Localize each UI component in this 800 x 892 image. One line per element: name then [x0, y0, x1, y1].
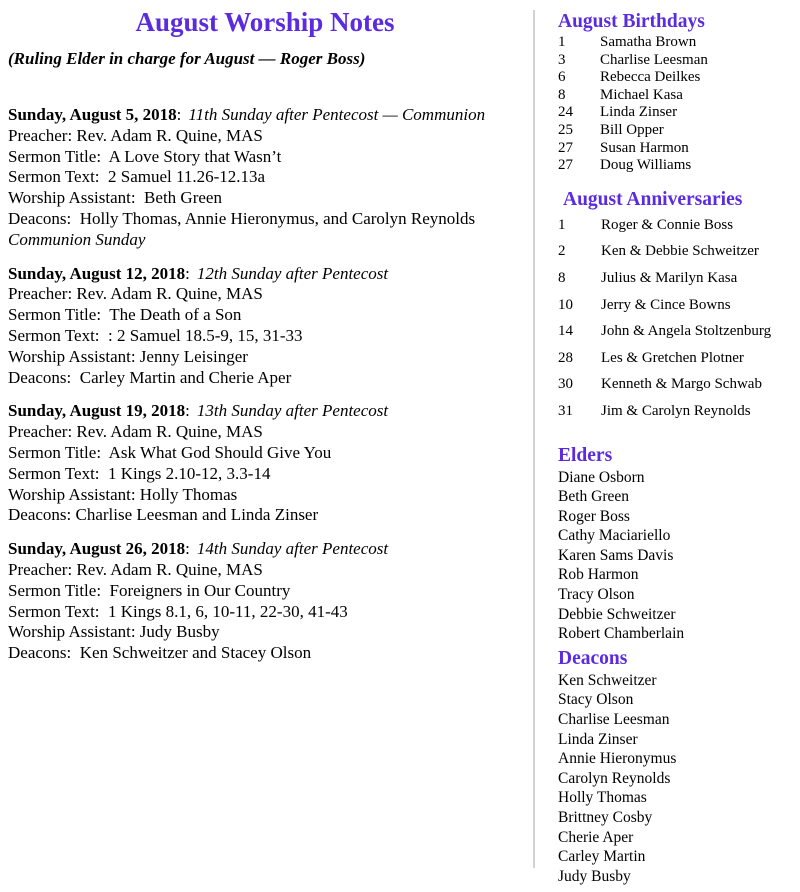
- anniversaries-section: [558, 188, 796, 425]
- anniversary-row: [558, 238, 796, 265]
- anniversary-name: Jim & Carolyn Reynolds: [601, 402, 751, 419]
- deacon-name: Carolyn Reynolds: [558, 769, 671, 787]
- anniversary-name: Les & Gretchen Plotner: [601, 349, 744, 366]
- colon: :: [185, 539, 190, 559]
- preacher-line: Preacher: Rev. Adam R. Quine, MAS: [8, 422, 263, 442]
- deacons-line: Deacons: Holly Thomas, Annie Hieronymus, and Carolyn Reynolds: [8, 208, 476, 228]
- service-date: Sunday, August 26, 2018: [8, 539, 186, 559]
- birthday-day: 24: [558, 104, 573, 121]
- anniversaries-heading: August Anniversaries: [563, 188, 743, 210]
- deacons-heading: Deacons: [558, 647, 628, 669]
- anniversary-day: 1: [558, 216, 566, 233]
- deacon-name: Cherie Aper: [558, 828, 634, 846]
- anniversary-row: [558, 212, 796, 239]
- birthdays-section: [558, 10, 796, 175]
- anniversary-day: 10: [558, 296, 573, 313]
- anniversary-name: John & Angela Stoltzenburg: [601, 323, 772, 340]
- ruling-elder-subtitle: (Ruling Elder in charge for August — Roger Boss): [8, 49, 366, 68]
- elder-name: Karen Sams Davis: [558, 546, 674, 564]
- worship-assistant-line: Worship Assistant: Jenny Leisinger: [8, 346, 248, 366]
- service-block-aug-26: [8, 539, 522, 664]
- anniversary-row: [558, 318, 796, 345]
- anniversary-day: 2: [558, 243, 566, 260]
- deacon-name: Linda Zinser: [558, 730, 638, 748]
- anniversary-name: Jerry & Cince Bowns: [601, 296, 731, 313]
- service-date-line: [8, 401, 522, 422]
- anniversary-row: [558, 345, 796, 372]
- service-occasion: 13th Sunday after Pentecost: [196, 401, 389, 421]
- birthdays-heading: August Birthdays: [558, 11, 705, 32]
- anniversary-row: [558, 398, 796, 425]
- birthday-day: 27: [558, 139, 573, 156]
- elder-name: Rob Harmon: [558, 566, 639, 584]
- service-block-aug-5: [8, 105, 522, 251]
- birthday-row: [558, 140, 796, 158]
- sermon-text-line: Sermon Text: 1 Kings 2.10-12, 3.3-14: [8, 463, 271, 483]
- worship-assistant-line: Worship Assistant: Beth Green: [8, 188, 222, 208]
- elders-section: [558, 444, 796, 644]
- sermon-title-line: Sermon Title: Foreigners in Our Country: [8, 580, 291, 600]
- elder-name: Robert Chamberlain: [558, 625, 685, 643]
- service-date: Sunday, August 19, 2018: [8, 401, 186, 421]
- birthday-row: [558, 104, 796, 122]
- deacon-name: Stacy Olson: [558, 691, 634, 709]
- service-occasion: 11th Sunday after Pentecost — Communion: [188, 105, 486, 124]
- anniversary-day: 30: [558, 376, 573, 393]
- sermon-title-line: Sermon Title: The Death of a Son: [8, 305, 242, 325]
- anniversary-row: [558, 371, 796, 398]
- service-date-line: [8, 264, 522, 285]
- deacon-name: Brittney Cosby: [558, 809, 653, 826]
- deacon-name: Carley Martin: [558, 848, 646, 866]
- preacher-line: Preacher: Rev. Adam R. Quine, MAS: [8, 284, 263, 304]
- column-divider: [533, 10, 535, 868]
- anniversary-name: Kenneth & Margo Schwab: [601, 376, 762, 393]
- elder-name: Tracy Olson: [558, 586, 635, 604]
- service-block-aug-12: [8, 264, 522, 389]
- birthday-day: 3: [558, 51, 566, 68]
- sidebar-column: [558, 10, 796, 886]
- deacons-line: Deacons: Ken Schweitzer and Stacey Olson: [8, 643, 312, 663]
- anniversary-day: 14: [558, 323, 573, 340]
- service-block-aug-19: [8, 401, 522, 526]
- birthday-name: Charlise Leesman: [600, 51, 708, 68]
- anniversary-name: Roger & Connie Boss: [601, 216, 734, 233]
- deacons-section: [558, 647, 796, 887]
- birthday-name: Michael Kasa: [600, 86, 683, 103]
- elder-name: Roger Boss: [558, 507, 630, 525]
- birthday-name: Bill Opper: [600, 121, 664, 138]
- birthday-row: [558, 52, 796, 70]
- birthday-day: 25: [558, 121, 573, 138]
- service-date-line: [8, 105, 522, 126]
- birthday-day: 27: [558, 157, 573, 174]
- communion-note: Communion Sunday: [8, 229, 146, 249]
- deacon-name: Holly Thomas: [558, 789, 647, 807]
- page-title: August Worship Notes: [135, 7, 395, 37]
- colon: :: [185, 401, 190, 421]
- sermon-text-line: Sermon Text: 2 Samuel 11.26-12.13a: [8, 167, 266, 187]
- birthday-day: 8: [558, 86, 566, 103]
- sermon-title-line: Sermon Title: Ask What God Should Give You: [8, 442, 332, 462]
- elder-name: Cathy Maciariello: [558, 527, 671, 545]
- birthday-row: [558, 34, 796, 52]
- service-date-line: [8, 539, 522, 560]
- birthday-row: [558, 122, 796, 140]
- birthday-name: Linda Zinser: [600, 104, 678, 121]
- anniversary-name: Ken & Debbie Schweitzer: [601, 243, 759, 260]
- anniversary-day: 28: [558, 349, 573, 366]
- service-occasion: 12th Sunday after Pentecost: [196, 263, 389, 283]
- birthday-name: Rebecca Deilkes: [600, 69, 701, 86]
- deacons-line: Deacons: Charlise Leesman and Linda Zinser: [8, 505, 319, 525]
- birthday-day: 1: [558, 34, 566, 50]
- birthday-day: 6: [558, 69, 566, 86]
- deacon-name: Judy Busby: [558, 867, 631, 885]
- anniversary-day: 8: [558, 269, 566, 286]
- birthday-row: [558, 157, 796, 175]
- birthday-name: Susan Harmon: [600, 139, 689, 156]
- colon: :: [185, 263, 190, 283]
- sermon-text-line: Sermon Text: 1 Kings 8.1, 6, 10-11, 22-30, 41-43: [8, 601, 348, 621]
- deacon-name: Annie Hieronymus: [558, 750, 677, 768]
- worship-assistant-line: Worship Assistant: Judy Busby: [8, 622, 220, 642]
- anniversary-day: 31: [558, 402, 573, 419]
- anniversary-row: [558, 265, 796, 292]
- elder-name: Diane Osborn: [558, 468, 645, 486]
- service-date: Sunday, August 12, 2018: [8, 263, 186, 283]
- service-date: Sunday, August 5, 2018: [8, 105, 177, 124]
- birthday-name: Doug Williams: [600, 157, 692, 174]
- sermon-title-line: Sermon Title: A Love Story that Wasn’t: [8, 146, 282, 166]
- colon: :: [176, 105, 182, 124]
- sermon-text-line: Sermon Text: : 2 Samuel 18.5-9, 15, 31-33: [8, 325, 303, 345]
- anniversary-row: [558, 292, 796, 319]
- preacher-line: Preacher: Rev. Adam R. Quine, MAS: [8, 559, 263, 579]
- elders-heading: Elders: [558, 444, 613, 466]
- deacon-name: Ken Schweitzer: [558, 671, 657, 689]
- worship-assistant-line: Worship Assistant: Holly Thomas: [8, 484, 238, 504]
- worship-notes-column: [8, 6, 522, 664]
- anniversary-name: Julius & Marilyn Kasa: [601, 269, 738, 286]
- deacon-name: Charlise Leesman: [558, 711, 670, 729]
- deacons-line: Deacons: Carley Martin and Cherie Aper: [8, 367, 292, 387]
- birthday-row: [558, 87, 796, 105]
- elder-name: Beth Green: [558, 488, 630, 506]
- preacher-line: Preacher: Rev. Adam R. Quine, MAS: [8, 125, 263, 145]
- birthday-name: Samatha Brown: [600, 34, 697, 50]
- birthday-row: [558, 69, 796, 87]
- elder-name: Debbie Schweitzer: [558, 605, 676, 623]
- service-occasion: 14th Sunday after Pentecost: [196, 539, 389, 559]
